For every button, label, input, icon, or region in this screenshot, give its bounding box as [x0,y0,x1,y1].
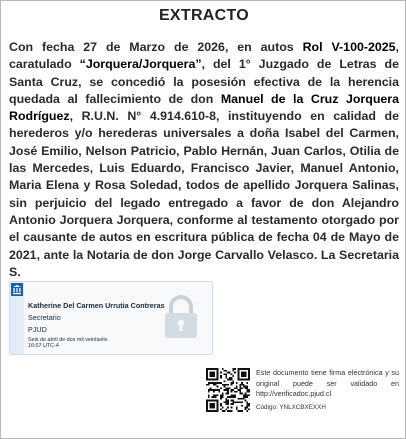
notice-body [9,39,399,281]
notice-text: , caratulado [9,40,399,72]
padlock-icon [162,294,200,345]
notice-text: , del 1° Juzgado de Letras de Santa Cruz, se concedió la posesión efectiva de la herencia quedada al fallecimiento de don [9,57,399,106]
notice-text: Con fecha 27 de Marzo de 2026, en autos [9,40,303,54]
signer-name: Katherine Del Carmen Urrutia Contreras [28,301,165,310]
courthouse-icon [11,283,23,296]
verification-text: Este documento tiene firma electrónica y su original puede ser validado en http://verificadoc.pjud.cl [256,368,399,398]
signature-date: Seis de abril de dos mil veintiséis [28,337,108,343]
notice-emphasis: “Jorquera/Jorquera” [79,57,202,72]
verification-code: Código: YNLXCBXEXXH [256,404,326,411]
qr-code-icon [206,368,250,412]
notice-title: EXTRACTO [158,7,250,24]
notice-emphasis: Rol V-100-2025 [302,40,396,54]
electronic-signature-box [9,281,213,355]
signature-time: 16:07 UTC-4 [28,343,59,349]
notice-emphasis: Manuel de la Cruz Jorquera Rodríguez [9,91,399,124]
notice-text: , R.U.N. N° 4.914.610-8, instituyendo en calidad de herederos y/o herederas universales a doña Isabel del Carmen, José Emilio, Nelson Patricio, Pablo Hernán, Juan Carlos, Otilia de las Mercedes, Luis Eduardo, Francisco Javier, Manuel Antonio, Maria Elena y Rosa Soledad, todos de apellido Jorquera Salinas, sin perjuicio del legado entregado a favor de don Alejandro Antonio Jorquera Jorquera, conforme al testamento otorgado por el causante de autos en escritura pública de fecha 04 de Mayo de 2021, ante la Notaria de don Jorge Carvallo Velasco. La Secretaria S. [9,109,399,279]
signer-organization: PJUD [28,325,47,334]
signer-role: Secretario [28,313,61,322]
